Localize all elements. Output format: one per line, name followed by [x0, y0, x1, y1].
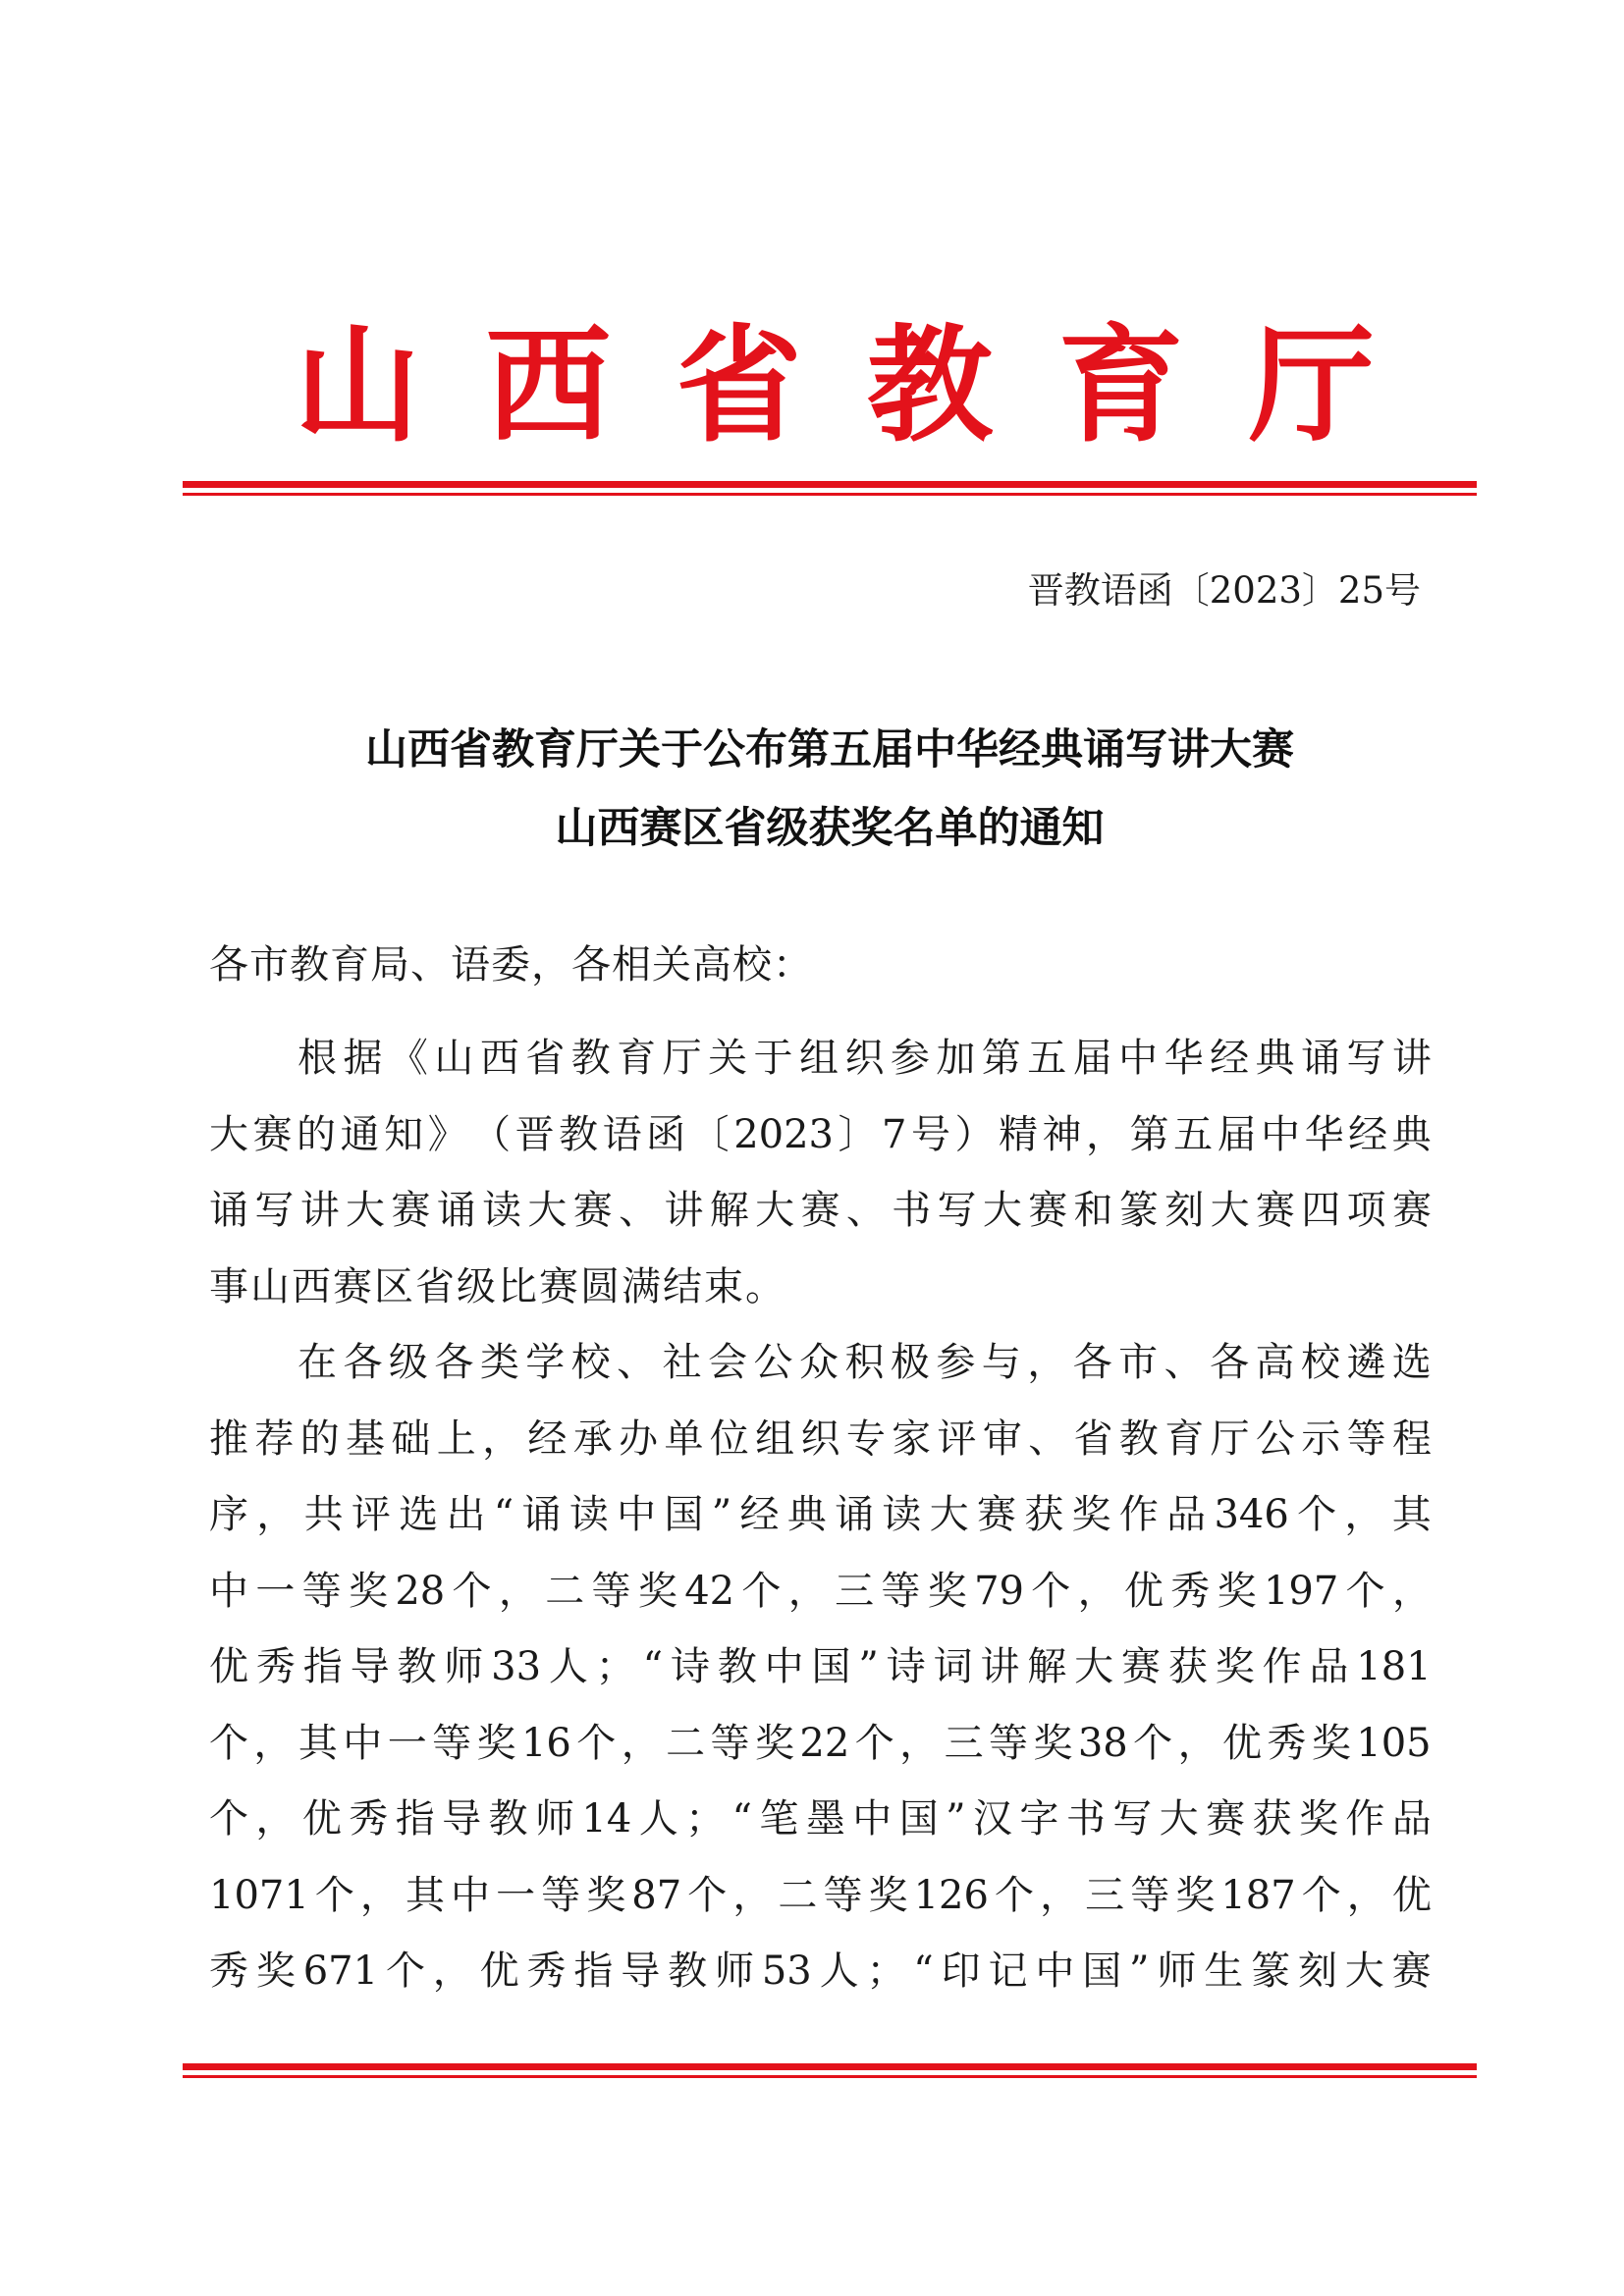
masthead-divider: [183, 481, 1477, 496]
salutation: 各市教育局、语委，各相关高校：: [209, 942, 813, 988]
paragraph-line: 秀 奖 671 个 ， 优 秀 指 导 教 师 53 人 ； “ 印 记 中 国 ” 师 生 篆 刻 大 赛: [209, 1949, 1432, 1994]
paragraph-line: 在 各 级 各 类 学 校 、 社 会 公 众 积 极 参 与 ， 各 市 、 各 高 校 遴 选: [298, 1340, 1432, 1385]
masthead-char: 山: [295, 312, 421, 459]
masthead-char: 教: [867, 312, 994, 459]
paragraph-line: 大 赛 的 通 知 》 （ 晋 教 语 函 〔 2023 〕 7 号 ） 精 神 ， 第 五 届 中 华 经 典: [209, 1112, 1432, 1157]
footer-divider: [183, 2063, 1477, 2078]
masthead-char: 育: [1057, 312, 1184, 459]
masthead-char: 厅: [1248, 312, 1375, 459]
paragraph-line: 根 据 《 山 西 省 教 育 厅 关 于 组 织 参 加 第 五 届 中 华 经 典 诵 写 讲: [298, 1036, 1432, 1081]
agency-masthead: [295, 312, 1375, 459]
divider-thick-line: [183, 2063, 1477, 2070]
divider-thin-line: [183, 2075, 1477, 2078]
paragraph-line: 1071 个 ， 其 中 一 等 奖 87 个 ， 二 等 奖 126 个 ， 三 等 奖 187 个 ， 优: [209, 1873, 1432, 1918]
paragraph-line: 推 荐 的 基 础 上 ， 经 承 办 单 位 组 织 专 家 评 审 、 省 教 育 厅 公 示 等 程: [209, 1416, 1432, 1462]
document-title-line-1: 山西省教育厅关于公布第五届中华经典诵写讲大赛: [365, 725, 1294, 774]
paragraph-line: 中 一 等 奖 28 个 ， 二 等 奖 42 个 ， 三 等 奖 79 个 ， 优 秀 奖 197 个 ，: [209, 1569, 1432, 1614]
paragraph-line: 个 ， 其 中 一 等 奖 16 个 ， 二 等 奖 22 个 ， 三 等 奖 38 个 ， 优 秀 奖 105: [209, 1721, 1432, 1766]
paragraph-line: 事山西赛区省级比赛圆满结束。: [209, 1264, 786, 1309]
paragraph-line: 序 ， 共 评 选 出 “ 诵 读 中 国 ” 经 典 诵 读 大 赛 获 奖 作 品 346 个 ， 其: [209, 1492, 1432, 1537]
divider-thin-line: [183, 493, 1477, 496]
masthead-char: 西: [485, 312, 612, 459]
masthead-char: 省: [676, 312, 802, 459]
paragraph-line: 个 ， 优 秀 指 导 教 师 14 人 ； “ 笔 墨 中 国 ” 汉 字 书 写 大 赛 获 奖 作 品: [209, 1796, 1432, 1842]
document-number: 晋教语函〔2023〕25号: [1027, 569, 1421, 612]
paragraph-line: 优 秀 指 导 教 师 33 人 ； “ 诗 教 中 国 ” 诗 词 讲 解 大 赛 获 奖 作 品 181: [209, 1644, 1432, 1689]
paragraph-line: 诵 写 讲 大 赛 诵 读 大 赛 、 讲 解 大 赛 、 书 写 大 赛 和 篆 刻 大 赛 四 项 赛: [209, 1188, 1432, 1233]
divider-thick-line: [183, 481, 1477, 488]
document-title-line-2: 山西赛区省级获奖名单的通知: [555, 804, 1105, 853]
